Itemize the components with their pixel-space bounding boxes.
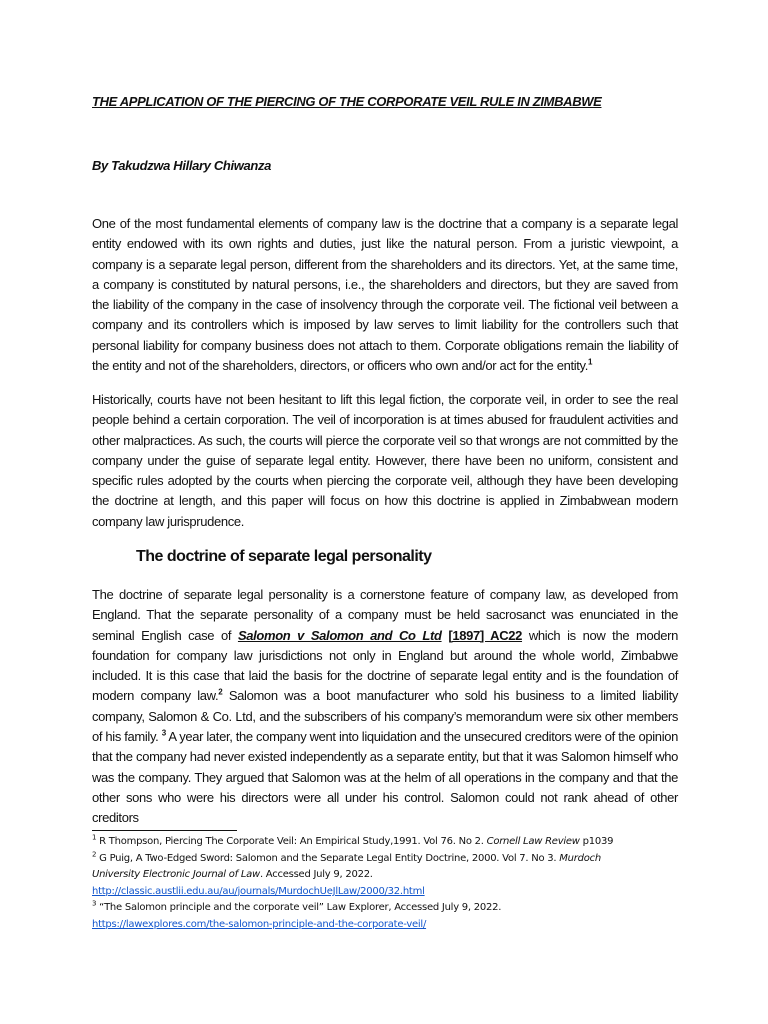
case-name: Salomon v Salomon and Co Ltd bbox=[237, 627, 442, 643]
footnote-2-tail: . Accessed July 9, 2022. bbox=[259, 869, 373, 881]
footnote-2-mark: 2 bbox=[92, 850, 97, 859]
footnote-2-journal-part1: Murdoch bbox=[559, 852, 601, 864]
footnote-2-journal-part2: University Electronic Journal of Law bbox=[92, 869, 260, 881]
footnote-1-mark: 1 bbox=[92, 833, 97, 842]
footnote-1-tail: p1039 bbox=[579, 836, 614, 847]
footnote-2-line1 bbox=[92, 851, 682, 868]
footnote-separator bbox=[92, 830, 237, 831]
footnote-1-journal: Cornell Law Review bbox=[486, 836, 580, 847]
section-heading: The doctrine of separate legal personality bbox=[136, 548, 432, 565]
footnote-2-line2 bbox=[92, 867, 682, 884]
footnote-3-text: “The Salomon principle and the corporate veil” Law Explorer, Accessed July 9, 2022. bbox=[96, 902, 502, 914]
footnote-3-link[interactable]: https://lawexplores.com/the-salomon-principle-and-the-corporate-veil/ bbox=[92, 918, 427, 930]
footnote-2-link[interactable]: http://classic.austlii.edu.au/au/journals/MurdochUeJlLaw/2000/32.html bbox=[92, 885, 425, 897]
footnote-marker-2[interactable]: 2 bbox=[218, 688, 223, 698]
footnotes-section bbox=[92, 834, 682, 934]
footnote-3-mark: 3 bbox=[92, 900, 97, 909]
footnote-2-line3 bbox=[92, 884, 682, 901]
footnote-2-text: G Puig, A Two-Edged Sword: Salomon and the Separate Legal Entity Doctrine, 2000. Vol 7. No 3. bbox=[96, 852, 560, 864]
doctrine-text-part2: which is now the modern foundation for company law jurisdictions not only in England but around the whole world, Zimbabwe included. It is this case that laid the basis for the doctrine of separate legal entity and is the foundation of modern company law. bbox=[92, 627, 678, 704]
history-paragraph: Historically, courts have not been hesitant to lift this legal fiction, the corporate veil, in order to see the real people behind a certain corporation. The veil of incorporation is at times abused for fraudulent activities and other malpractices. As such, the courts will pierce the corporate veil so that wrongs are not committed by the company under the guise of separate legal entity. However, there have been no uniform, consistent and specific rules adopted by the courts when piercing the corporate veil, although they have been developing the doctrine at length, and this paper will focus on how this doctrine is applied in Zimbabwean modern company law jurisprudence. bbox=[92, 392, 678, 529]
document-title: THE APPLICATION OF THE PIERCING OF THE CORPORATE VEIL RULE IN ZIMBABWE bbox=[92, 94, 602, 109]
footnote-3 bbox=[92, 900, 682, 917]
intro-paragraph bbox=[92, 214, 678, 376]
footnote-3-line2 bbox=[92, 917, 682, 934]
intro-paragraph-text: One of the most fundamental elements of company law is the doctrine that a company is a separate legal entity endowed with its own rights and duties, just like the natural person. From a juristic viewpoint, a company is a separate legal person, different from the shareholders and its directors. Yet, at the same time, a company is constituted by natural persons, i.e., the shareholders and directors, but they are saved from the liability of the company in the case of insolvency through the corporate veil. The fictional veil between a company and its controllers which is imposed by law serves to limit liability for the controllers such that personal liability for company business does not attach to them. Corporate obligations remain the liability of the entity and not of the shareholders, directors, or officers who own and/or act for the entity. bbox=[92, 216, 678, 374]
footnote-marker-3[interactable]: 3 bbox=[161, 728, 166, 738]
doctrine-paragraph bbox=[92, 585, 678, 829]
author-byline: By Takudzwa Hillary Chiwanza bbox=[92, 158, 271, 173]
footnote-1-text: R Thompson, Piercing The Corporate Veil: An Empirical Study,1991. Vol 76. No 2. bbox=[96, 836, 487, 847]
doctrine-text-part4: A year later, the company went into liquidation and the unsecured creditors were of the opinion that the company had never existed independently as a separate entity, but that it was Salomon himself who was the company. They argued that Salomon was at the helm of all operations in the company and that the other sons who were his directors were all under his control. Salomon could not rank ahead of other creditors bbox=[92, 729, 678, 826]
doctrine-text-part1: The doctrine of separate legal personality is a cornerstone feature of company law, as developed from England. That the separate personality of a company must be held sacrosanct was enunciated in the seminal English case of bbox=[92, 587, 678, 643]
doctrine-text-part3: Salomon was a boot manufacturer who sold his business to a limited liability company, Salomon & Co. Ltd, and the subscribers of his company’s memorandum were six other members of his family. bbox=[92, 688, 679, 745]
footnote-1 bbox=[92, 834, 682, 851]
footnote-marker-1[interactable]: 1 bbox=[587, 357, 593, 367]
case-citation: [1897] AC22 bbox=[448, 627, 523, 643]
